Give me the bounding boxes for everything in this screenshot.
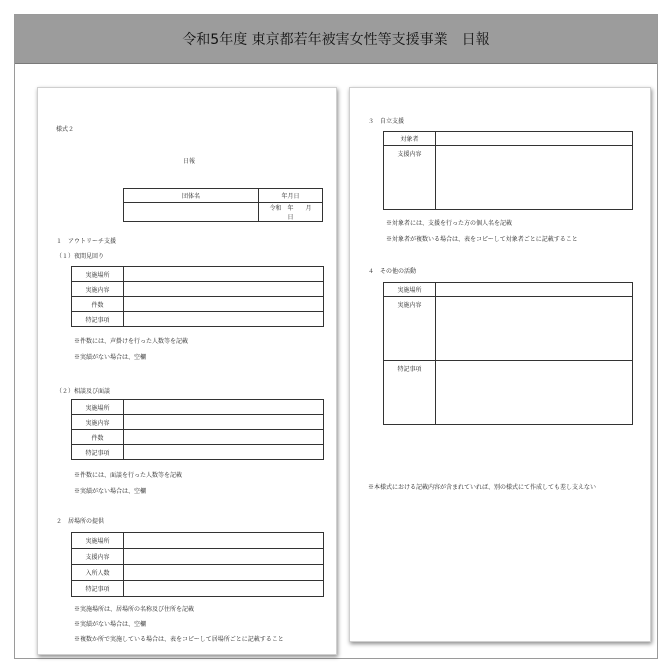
input-cell[interactable] [124, 415, 324, 430]
input-cell[interactable] [436, 283, 633, 297]
organization-date-table [123, 188, 323, 222]
note: ※実績がない場合は、空欄 [74, 488, 147, 495]
input-cell[interactable] [436, 146, 633, 210]
note: ※実績がない場合は、空欄 [74, 354, 147, 361]
note: ※件数には、声掛けを行った人数等を記載 [74, 338, 189, 345]
document-frame [14, 14, 658, 659]
input-cell[interactable] [124, 312, 324, 327]
row-label: 件数 [72, 297, 124, 312]
form-number: 様式２ [56, 126, 75, 133]
row-label: 実施場所 [72, 533, 124, 549]
section-1-1-heading: （１）夜間見回り [56, 253, 105, 260]
input-cell[interactable] [124, 565, 324, 581]
other-activities-table [383, 282, 633, 425]
row-label: 対象者 [384, 132, 436, 146]
input-cell[interactable] [124, 430, 324, 445]
section-2-heading: ２ 居場所の提供 [56, 518, 105, 525]
row-label: 特記事項 [72, 312, 124, 327]
shelter-table [71, 532, 324, 597]
row-label: 実施内容 [384, 297, 436, 361]
note: ※複数か所で実施している場合は、表をコピーして居場所ごとに記載すること [74, 636, 284, 643]
input-cell[interactable] [124, 549, 324, 565]
row-label: 入所人数 [72, 565, 124, 581]
input-cell[interactable] [124, 581, 324, 597]
input-cell[interactable] [124, 400, 324, 415]
footnote: ※本様式における記載内容が含まれていれば、別の様式にて作成しても差し支えない [368, 484, 597, 491]
input-cell[interactable] [124, 282, 324, 297]
page-title: 令和5年度 東京都若年被害女性等支援事業 日報 [182, 32, 490, 48]
row-label: 特記事項 [72, 445, 124, 460]
consultation-table [71, 399, 324, 460]
row-label: 支援内容 [72, 549, 124, 565]
note: ※実績がない場合は、空欄 [74, 621, 147, 628]
row-label: 実施場所 [384, 283, 436, 297]
input-cell[interactable] [436, 297, 633, 361]
row-label: 実施場所 [72, 400, 124, 415]
form-page-2 [349, 87, 651, 642]
row-label: 特記事項 [384, 361, 436, 425]
organization-name-cell[interactable] [124, 203, 259, 222]
section-1-heading: １ アウトリーチ支援 [56, 238, 117, 245]
row-label: 実施内容 [72, 415, 124, 430]
document-title: 日報 [183, 158, 196, 165]
input-cell[interactable] [436, 361, 633, 425]
input-cell[interactable] [124, 533, 324, 549]
note: ※対象者には、支援を行った方の個人名を記載 [386, 220, 513, 227]
section-3-heading: ３ 自立支援 [368, 118, 405, 125]
section-4-heading: ４ その他の活動 [368, 268, 417, 275]
row-label: 実施内容 [72, 282, 124, 297]
note: ※対象者が複数いる場合は、表をコピーして対象者ごとに記載すること [386, 236, 578, 243]
row-label: 支援内容 [384, 146, 436, 210]
input-cell[interactable] [124, 445, 324, 460]
form-page-1 [37, 87, 337, 655]
organization-label: 団体名 [124, 189, 259, 203]
note: ※実施場所は、居場所の名称及び住所を記載 [74, 606, 195, 613]
section-1-2-heading: （２）相談及び面談 [56, 388, 111, 395]
date-value-cell[interactable]: 令和 年 月 日 [259, 203, 323, 222]
input-cell[interactable] [124, 297, 324, 312]
row-label: 件数 [72, 430, 124, 445]
independence-support-table [383, 131, 633, 210]
date-label: 年月日 [259, 189, 323, 203]
page-title-bar [15, 15, 657, 64]
night-patrol-table [71, 266, 324, 327]
input-cell[interactable] [124, 267, 324, 282]
row-label: 特記事項 [72, 581, 124, 597]
note: ※件数には、面談を行った人数等を記載 [74, 472, 183, 479]
row-label: 実施場所 [72, 267, 124, 282]
input-cell[interactable] [436, 132, 633, 146]
